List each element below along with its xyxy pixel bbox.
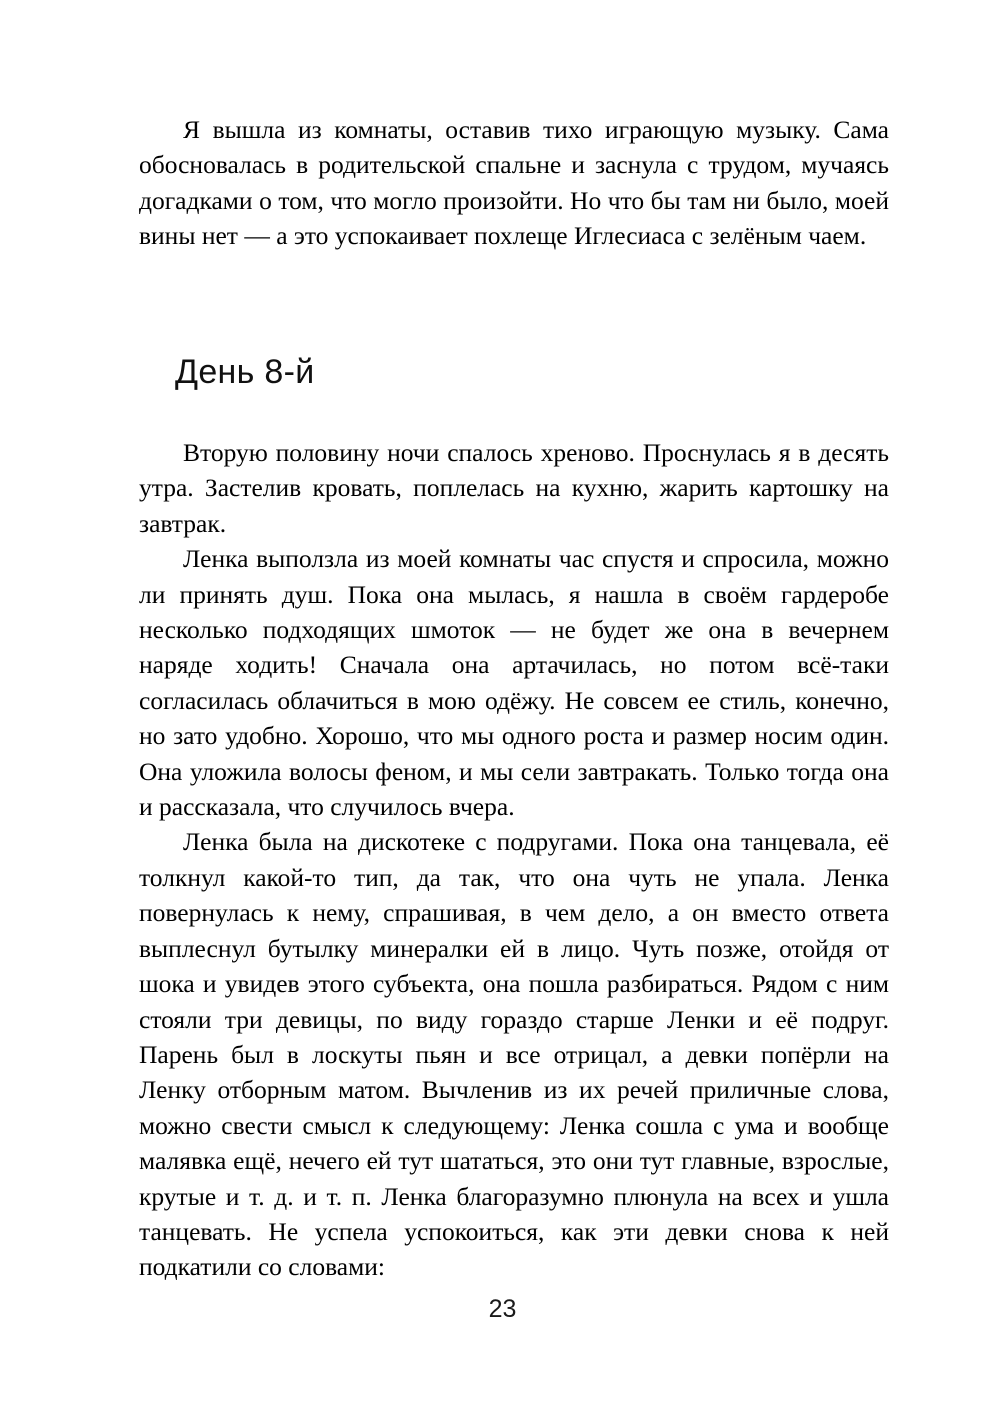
day-heading: День 8-й [175,353,315,391]
intro-paragraph: Я вышла из комнаты, оставив тихо играющую музыку. Сама обосновалась в родительской спальне и заснула с трудом, мучаясь догадками о том, что могло произойти. Но что бы там ни было, моей вины нет — а это успокаивает похлеще Иглесиаса с зелёным чаем. [139,115,889,251]
intro-text-block [139,112,889,254]
body-paragraph: Ленка выползла из моей комнаты час спустя и спросила, можно ли принять душ. Пока она мылась, я нашла в своём гардеробе несколько подходящих шмоток — не будет же она в вечернем наряде ходить! Сначала она артачилась, но потом всё-таки согласилась облачиться в мою одёжу. Не совсем ее стиль, конечно, но зато удобно. Хорошо, что мы одного роста и размер носим один. Она уложила волосы феном, и мы сели завтракать. Только тогда она и рассказала, что случилось вчера. [139,544,889,822]
body-paragraph: Вторую половину ночи спалось хреново. Проснулась я в десять утра. Застелив кровать, поплелась на кухню, жарить картошку на завтрак. [139,438,889,538]
body-paragraph: Ленка была на дискотеке с подругами. Пока она танцевала, её толкнул какой-то тип, да так, что она чуть не упала. Ленка повернулась к нему, спрашивая, в чем дело, а он вместо ответа выплеснул бутылку минералки ей в лицо. Чуть позже, отойдя от шока и увидев этого субъекта, она пошла разбираться. Рядом с ним стояли три девицы, по виду гораздо старше Ленки и её подруг. Парень был в лоскуты пьян и все отрицал, а девки попёрли на Ленку отборным матом. Вычленив из их речей приличные слова, можно свести смысл к следующему: Ленка сошла с ума и вообще малявка ещё, нечего ей тут шататься, это они тут главные, взрослые, крутые и т. д. и т. п. Ленка благоразумно плюнула на всех и ушла танцевать. Не успела успокоиться, как эти девки снова к ней подкатили со словами: [139,827,889,1282]
page-number: 23 [488,1295,517,1323]
section-text-block [139,435,889,1285]
